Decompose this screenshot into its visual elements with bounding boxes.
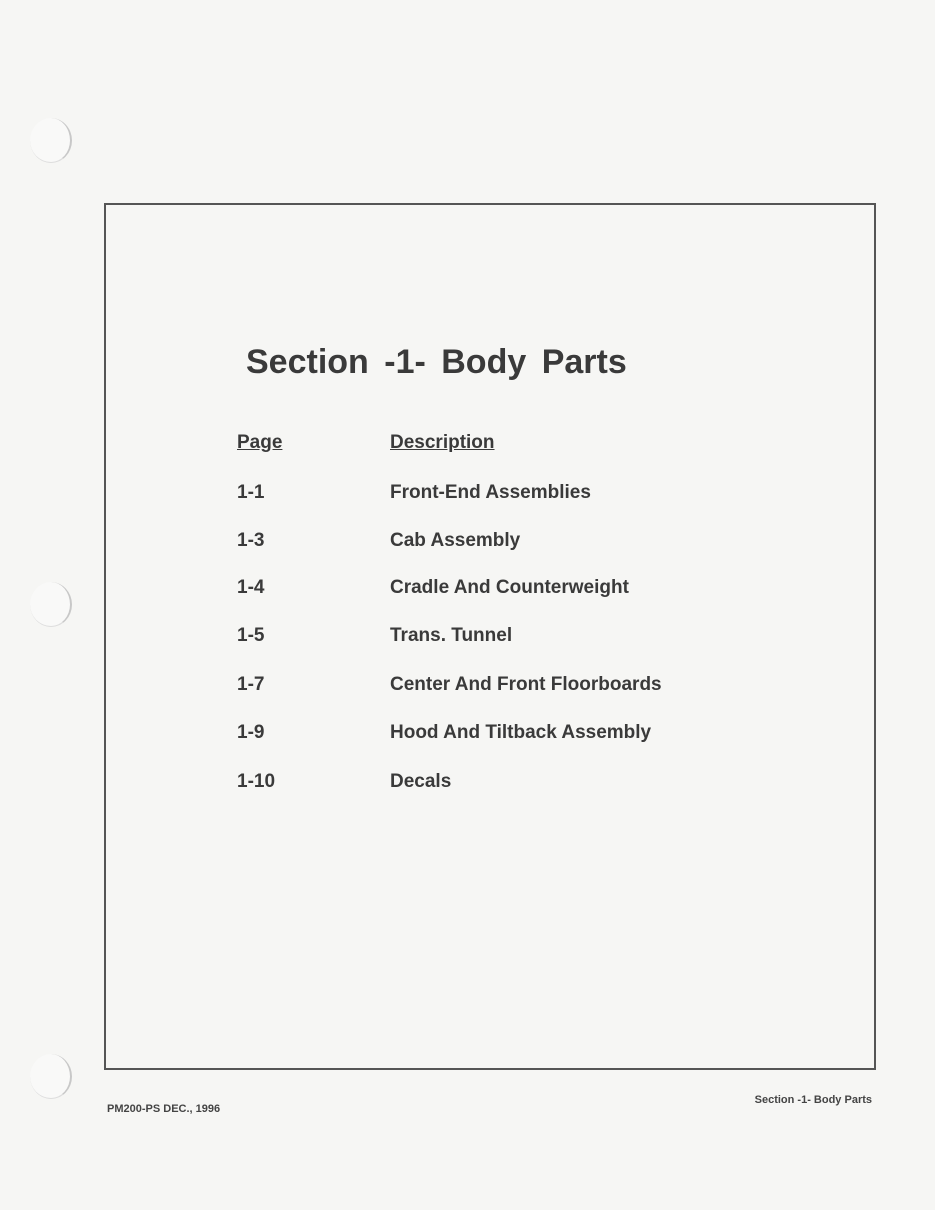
entry-page: 1-10 [237, 771, 276, 792]
header-page: Page [237, 432, 283, 453]
entry-page: 1-3 [237, 530, 265, 551]
entry-page: 1-4 [237, 577, 265, 598]
footer-section: Section -1- Body Parts [754, 1094, 872, 1106]
entry-description: Front-End Assemblies [390, 482, 591, 503]
entry-page: 1-1 [237, 482, 265, 503]
entry-description: Decals [390, 771, 452, 792]
entry-description: Trans. Tunnel [390, 625, 513, 646]
entry-page: 1-5 [237, 625, 265, 646]
entry-page: 1-9 [237, 722, 265, 743]
entry-page: 1-7 [237, 674, 265, 695]
header-description: Description [390, 432, 495, 453]
binder-hole [30, 582, 72, 627]
entry-description: Cradle And Counterweight [390, 577, 629, 598]
page-title: Section -1- Body Parts [246, 343, 627, 381]
binder-hole [30, 1054, 72, 1099]
entry-description: Center And Front Floorboards [390, 674, 662, 695]
binder-hole [30, 118, 72, 163]
entry-description: Hood And Tiltback Assembly [390, 722, 652, 743]
entry-description: Cab Assembly [390, 530, 521, 551]
footer-doc-id: PM200-PS DEC., 1996 [107, 1103, 221, 1115]
